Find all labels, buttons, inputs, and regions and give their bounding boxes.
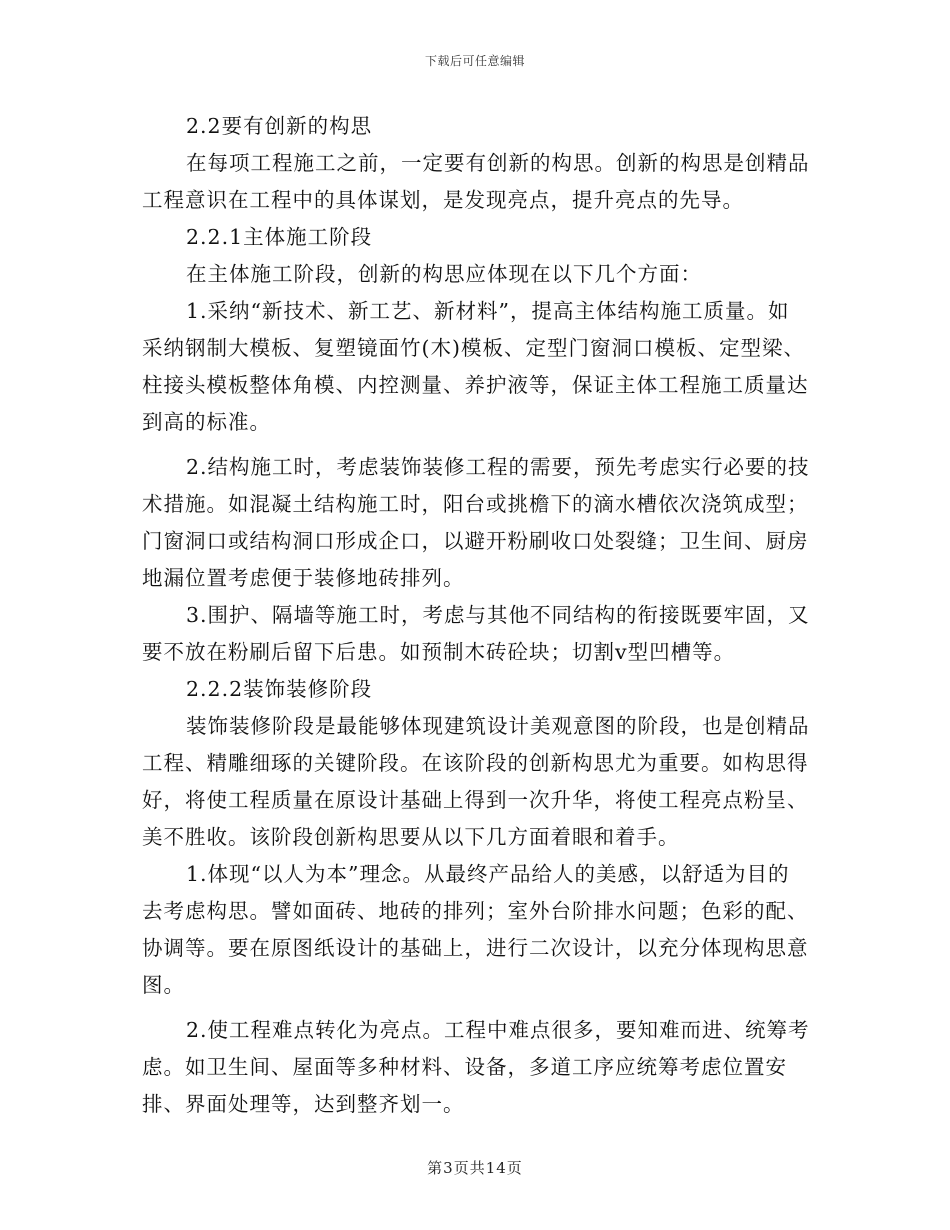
section-heading-2-2: 2.2要有创新的构思 — [186, 114, 373, 138]
list-item-paragraph: 1.体现“以人为本”理念。从最终产品给人的美感，以舒适为目的去考虑构思。譬如面砖、地砖的排列；室外台阶排水问题；色彩的配、协调等。要在原图纸设计的基础上，进行二次设计，以充分体现构思意图。 — [142, 862, 809, 997]
section-heading-2-2-2: 2.2.2装饰装修阶段 — [186, 677, 373, 701]
header-note: 下载后可任意编辑 — [424, 54, 525, 68]
paragraph: 装饰装修阶段是最能够体现建筑设计美观意图的阶段，也是创精品工程、精雕细琢的关键阶段。在该阶段的创新构思尤为重要。如构思得好，将使工程质量在原设计基础上得到一次升华，将使工程亮点粉呈、美不胜收。该阶段创新构思要从以下几方面着眼和着手。 — [142, 714, 810, 849]
document-body — [142, 108, 810, 1123]
list-item-paragraph: 2.使工程难点转化为亮点。工程中难点很多，要知难而进、统筹考虑。如卫生间、屋面等多种材料、设备，多道工序应统筹考虑位置安排、界面处理等，达到整齐划一。 — [142, 1018, 810, 1116]
list-item-paragraph: 2.结构施工时，考虑装饰装修工程的需要，预先考虑实行必要的技术措施。如混凝土结构施工时，阳台或挑檐下的滴水槽依次浇筑成型；门窗洞口或结构洞口形成企口，以避开粉刷收口处裂缝；卫生间、厨房地漏位置考虑便于装修地砖排列。 — [142, 455, 810, 590]
list-item-paragraph: 1.采纳“新技术、新工艺、新材料”，提高主体结构施工质量。如采纳钢制大模板、复塑镜面竹(木)模板、定型门窗洞口模板、定型梁、柱接头模板整体角模、内控测量、养护液等，保证主体工程施工质量达到高的标准。 — [142, 299, 809, 434]
list-item-paragraph: 3.围护、隔墙等施工时，考虑与其他不同结构的衔接既要牢固，又要不放在粉刷后留下后患。如预制木砖砼块；切割v型凹槽等。 — [142, 603, 810, 664]
paragraph: 在每项工程施工之前，一定要有创新的构思。创新的构思是创精品工程意识在工程中的具体谋划，是发现亮点，提升亮点的先导。 — [142, 151, 810, 212]
page-number-footer: 第3页共14页 — [427, 1159, 523, 1177]
section-heading-2-2-1: 2.2.1主体施工阶段 — [186, 225, 373, 249]
paragraph: 在主体施工阶段，创新的构思应体现在以下几个方面： — [186, 262, 702, 286]
